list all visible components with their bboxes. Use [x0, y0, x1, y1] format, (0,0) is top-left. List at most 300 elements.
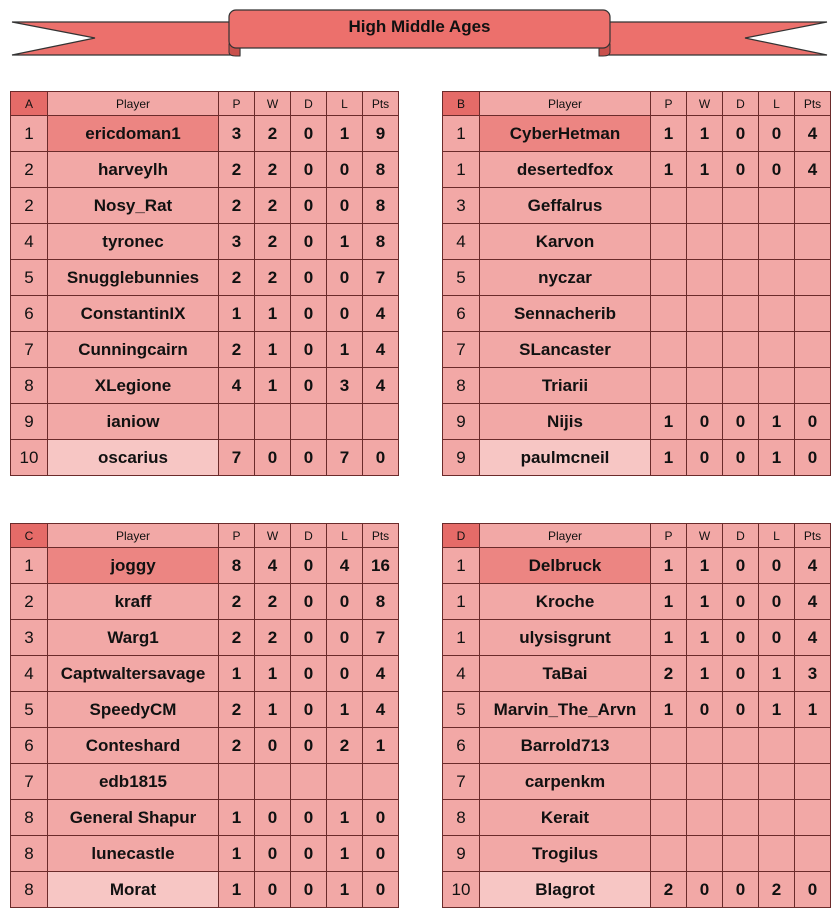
header-row	[11, 92, 399, 116]
table-row	[11, 836, 399, 872]
stat-p-cell: 1	[651, 116, 687, 152]
player-name-cell: General Shapur	[48, 800, 219, 836]
table-row	[443, 116, 831, 152]
stat-p-cell: 2	[651, 872, 687, 908]
stat-l-cell: 2	[327, 728, 363, 764]
stat-p-cell: 2	[219, 728, 255, 764]
stat-l-cell: 0	[327, 620, 363, 656]
stat-w-cell: 4	[255, 548, 291, 584]
stat-w-cell: 0	[687, 872, 723, 908]
stat-p-cell	[651, 188, 687, 224]
table-row	[11, 404, 399, 440]
table-row	[443, 332, 831, 368]
stat-pts-cell: 4	[795, 620, 831, 656]
stat-p-cell: 1	[219, 800, 255, 836]
stat-l-cell: 1	[327, 332, 363, 368]
player-name-cell: lunecastle	[48, 836, 219, 872]
table-row	[443, 224, 831, 260]
table-row	[11, 800, 399, 836]
rank-cell: 6	[443, 728, 480, 764]
stat-pts-cell: 4	[795, 116, 831, 152]
rank-cell: 4	[443, 224, 480, 260]
stat-l-cell: 1	[759, 656, 795, 692]
stat-l-cell: 4	[327, 548, 363, 584]
stat-pts-cell: 4	[795, 152, 831, 188]
stat-w-cell: 2	[255, 260, 291, 296]
stat-w-cell: 2	[255, 620, 291, 656]
table-row	[443, 800, 831, 836]
stat-w-cell: 1	[255, 656, 291, 692]
column-header-p: P	[219, 92, 255, 116]
rank-cell: 1	[443, 152, 480, 188]
stat-pts-cell	[795, 764, 831, 800]
stat-d-cell: 0	[723, 152, 759, 188]
stat-pts-cell: 0	[363, 440, 399, 476]
column-header-l: L	[327, 524, 363, 548]
stat-pts-cell: 16	[363, 548, 399, 584]
rank-cell: 1	[11, 548, 48, 584]
stat-w-cell: 0	[255, 800, 291, 836]
stat-p-cell: 2	[651, 656, 687, 692]
stat-p-cell	[651, 836, 687, 872]
player-name-cell: Delbruck	[480, 548, 651, 584]
player-name-cell: Conteshard	[48, 728, 219, 764]
rank-cell: 1	[443, 620, 480, 656]
stat-d-cell: 0	[291, 116, 327, 152]
column-header-l: L	[759, 92, 795, 116]
stat-w-cell	[255, 404, 291, 440]
stat-l-cell: 1	[759, 692, 795, 728]
table-row	[11, 764, 399, 800]
stat-w-cell	[687, 368, 723, 404]
group-c-table	[10, 523, 399, 908]
stat-l-cell: 0	[759, 548, 795, 584]
player-name-cell: CyberHetman	[480, 116, 651, 152]
stat-l-cell: 0	[327, 260, 363, 296]
stat-w-cell: 1	[255, 296, 291, 332]
stat-l-cell: 0	[327, 584, 363, 620]
group-label: D	[443, 524, 480, 548]
stat-pts-cell: 9	[363, 116, 399, 152]
table-row	[11, 548, 399, 584]
stat-d-cell: 0	[291, 548, 327, 584]
player-name-cell: TaBai	[480, 656, 651, 692]
stat-p-cell: 3	[219, 224, 255, 260]
stat-l-cell: 1	[327, 224, 363, 260]
player-name-cell: SpeedyCM	[48, 692, 219, 728]
rank-cell: 9	[443, 836, 480, 872]
player-name-cell: Captwaltersavage	[48, 656, 219, 692]
stat-l-cell: 1	[759, 440, 795, 476]
player-name-cell: SLancaster	[480, 332, 651, 368]
stat-p-cell: 1	[651, 548, 687, 584]
stat-p-cell: 1	[219, 296, 255, 332]
stat-l-cell	[759, 188, 795, 224]
stat-d-cell	[723, 224, 759, 260]
table-row	[443, 152, 831, 188]
table-row	[11, 620, 399, 656]
stat-d-cell: 0	[723, 404, 759, 440]
stat-w-cell: 0	[255, 836, 291, 872]
table-row	[443, 368, 831, 404]
stat-l-cell: 0	[759, 584, 795, 620]
group-d-table	[442, 523, 831, 908]
stat-w-cell: 1	[687, 620, 723, 656]
column-header-d: D	[723, 524, 759, 548]
stat-p-cell: 2	[219, 332, 255, 368]
stat-w-cell	[687, 800, 723, 836]
stat-p-cell: 2	[219, 584, 255, 620]
stat-d-cell: 0	[723, 548, 759, 584]
player-name-cell: harveylh	[48, 152, 219, 188]
stat-d-cell: 0	[723, 584, 759, 620]
stat-p-cell	[651, 764, 687, 800]
rank-cell: 9	[443, 404, 480, 440]
stat-d-cell	[723, 188, 759, 224]
stat-d-cell: 0	[723, 620, 759, 656]
stat-d-cell: 0	[291, 260, 327, 296]
table-row	[11, 368, 399, 404]
column-header-pts: Pts	[363, 524, 399, 548]
stat-p-cell	[651, 332, 687, 368]
page-title: High Middle Ages	[348, 17, 491, 36]
column-header-d: D	[291, 524, 327, 548]
stat-pts-cell	[795, 368, 831, 404]
stat-pts-cell: 0	[363, 836, 399, 872]
rank-cell: 9	[11, 404, 48, 440]
player-name-cell: carpenkm	[480, 764, 651, 800]
stat-pts-cell: 8	[363, 224, 399, 260]
stat-pts-cell: 0	[363, 872, 399, 908]
player-name-cell: nyczar	[480, 260, 651, 296]
group-label: B	[443, 92, 480, 116]
stat-d-cell	[291, 764, 327, 800]
stat-pts-cell: 3	[795, 656, 831, 692]
rank-cell: 2	[11, 188, 48, 224]
player-name-cell: ericdoman1	[48, 116, 219, 152]
stat-p-cell: 8	[219, 548, 255, 584]
stat-w-cell: 2	[255, 116, 291, 152]
stat-d-cell: 0	[291, 836, 327, 872]
header-row	[443, 524, 831, 548]
rank-cell: 3	[443, 188, 480, 224]
stat-p-cell	[651, 296, 687, 332]
stat-p-cell: 2	[219, 620, 255, 656]
player-name-cell: Triarii	[480, 368, 651, 404]
stat-pts-cell: 8	[363, 152, 399, 188]
stat-pts-cell: 7	[363, 620, 399, 656]
stat-l-cell	[759, 260, 795, 296]
stat-w-cell: 1	[255, 332, 291, 368]
rank-cell: 6	[11, 296, 48, 332]
player-name-cell: edb1815	[48, 764, 219, 800]
stat-d-cell	[723, 368, 759, 404]
stat-l-cell: 1	[327, 800, 363, 836]
stat-p-cell: 2	[219, 188, 255, 224]
group-a-table	[10, 91, 399, 476]
rank-cell: 1	[11, 116, 48, 152]
stat-d-cell	[723, 764, 759, 800]
stat-pts-cell	[795, 260, 831, 296]
stat-w-cell: 2	[255, 584, 291, 620]
stat-d-cell: 0	[723, 116, 759, 152]
column-header-l: L	[327, 92, 363, 116]
stat-l-cell: 0	[327, 656, 363, 692]
table-row	[443, 548, 831, 584]
column-header-w: W	[687, 92, 723, 116]
player-name-cell: Nosy_Rat	[48, 188, 219, 224]
stat-l-cell: 3	[327, 368, 363, 404]
stat-d-cell: 0	[723, 656, 759, 692]
stat-w-cell: 1	[255, 692, 291, 728]
table-row	[443, 728, 831, 764]
stat-d-cell: 0	[291, 224, 327, 260]
stat-pts-cell: 4	[795, 584, 831, 620]
table-row	[443, 872, 831, 908]
stat-pts-cell: 4	[363, 332, 399, 368]
stat-pts-cell: 1	[795, 692, 831, 728]
stat-w-cell: 0	[687, 692, 723, 728]
player-name-cell: joggy	[48, 548, 219, 584]
stat-pts-cell	[363, 764, 399, 800]
rank-cell: 4	[11, 656, 48, 692]
stat-pts-cell: 1	[363, 728, 399, 764]
stat-w-cell: 1	[687, 548, 723, 584]
column-header-l: L	[759, 524, 795, 548]
player-name-cell: Kerait	[480, 800, 651, 836]
stat-pts-cell	[795, 800, 831, 836]
stat-l-cell	[759, 728, 795, 764]
stat-p-cell: 1	[219, 872, 255, 908]
table-row	[11, 584, 399, 620]
stat-w-cell: 1	[687, 656, 723, 692]
stat-l-cell: 1	[327, 692, 363, 728]
stat-l-cell: 1	[327, 116, 363, 152]
rank-cell: 7	[11, 764, 48, 800]
stat-w-cell	[687, 836, 723, 872]
stat-p-cell: 4	[219, 368, 255, 404]
stat-l-cell: 0	[327, 152, 363, 188]
header-row	[11, 524, 399, 548]
stat-w-cell: 1	[687, 152, 723, 188]
player-name-cell: Karvon	[480, 224, 651, 260]
stat-w-cell: 0	[255, 440, 291, 476]
stat-w-cell: 2	[255, 224, 291, 260]
stat-l-cell: 7	[327, 440, 363, 476]
stat-l-cell	[759, 224, 795, 260]
stat-w-cell: 2	[255, 152, 291, 188]
table-row	[443, 188, 831, 224]
rank-cell: 5	[11, 260, 48, 296]
stat-p-cell: 1	[651, 620, 687, 656]
player-name-cell: paulmcneil	[480, 440, 651, 476]
stat-w-cell: 0	[687, 404, 723, 440]
stat-p-cell: 7	[219, 440, 255, 476]
stat-l-cell: 0	[327, 188, 363, 224]
column-header-player: Player	[480, 524, 651, 548]
rank-cell: 8	[443, 800, 480, 836]
player-name-cell: Snugglebunnies	[48, 260, 219, 296]
stat-w-cell: 0	[687, 440, 723, 476]
rank-cell: 5	[443, 260, 480, 296]
group-label: A	[11, 92, 48, 116]
stat-pts-cell: 4	[363, 368, 399, 404]
stat-d-cell: 0	[291, 368, 327, 404]
stat-p-cell: 2	[219, 260, 255, 296]
stat-p-cell: 3	[219, 116, 255, 152]
stat-d-cell	[291, 404, 327, 440]
column-header-pts: Pts	[795, 524, 831, 548]
stat-w-cell	[687, 188, 723, 224]
stat-l-cell: 0	[759, 620, 795, 656]
rank-cell: 3	[11, 620, 48, 656]
stat-pts-cell: 0	[795, 440, 831, 476]
banner-left-tail	[12, 22, 240, 55]
rank-cell: 4	[443, 656, 480, 692]
stat-d-cell: 0	[291, 152, 327, 188]
rank-cell: 6	[11, 728, 48, 764]
table-row	[11, 260, 399, 296]
rank-cell: 7	[11, 332, 48, 368]
rank-cell: 1	[443, 584, 480, 620]
table-row	[11, 152, 399, 188]
rank-cell: 2	[11, 584, 48, 620]
player-name-cell: Kroche	[480, 584, 651, 620]
stat-l-cell	[327, 404, 363, 440]
player-name-cell: Morat	[48, 872, 219, 908]
stat-l-cell	[759, 800, 795, 836]
stat-w-cell: 1	[687, 584, 723, 620]
rank-cell: 5	[11, 692, 48, 728]
stat-pts-cell: 4	[363, 692, 399, 728]
stat-pts-cell: 4	[795, 548, 831, 584]
player-name-cell: Warg1	[48, 620, 219, 656]
stat-d-cell	[723, 800, 759, 836]
stat-w-cell: 1	[255, 368, 291, 404]
column-header-w: W	[687, 524, 723, 548]
table-row	[443, 440, 831, 476]
rank-cell: 8	[443, 368, 480, 404]
stat-d-cell: 0	[291, 656, 327, 692]
stat-d-cell	[723, 836, 759, 872]
rank-cell: 8	[11, 872, 48, 908]
stat-d-cell: 0	[723, 440, 759, 476]
stat-pts-cell	[795, 296, 831, 332]
player-name-cell: ianiow	[48, 404, 219, 440]
stat-pts-cell	[795, 188, 831, 224]
player-name-cell: ConstantinIX	[48, 296, 219, 332]
stat-p-cell: 1	[651, 152, 687, 188]
rank-cell: 1	[443, 116, 480, 152]
player-name-cell: Sennacherib	[480, 296, 651, 332]
stat-l-cell	[759, 296, 795, 332]
stat-pts-cell: 0	[795, 872, 831, 908]
rank-cell: 1	[443, 548, 480, 584]
stat-pts-cell	[363, 404, 399, 440]
rank-cell: 5	[443, 692, 480, 728]
table-row	[11, 224, 399, 260]
rank-cell: 4	[11, 224, 48, 260]
player-name-cell: desertedfox	[480, 152, 651, 188]
stat-l-cell	[759, 764, 795, 800]
table-row	[443, 836, 831, 872]
player-name-cell: kraff	[48, 584, 219, 620]
stat-pts-cell: 0	[363, 800, 399, 836]
stat-p-cell: 1	[651, 404, 687, 440]
column-header-p: P	[651, 92, 687, 116]
stat-w-cell	[687, 224, 723, 260]
stat-p-cell	[651, 728, 687, 764]
stat-w-cell	[255, 764, 291, 800]
stat-l-cell: 1	[759, 404, 795, 440]
stat-p-cell: 1	[219, 836, 255, 872]
rank-cell: 10	[443, 872, 480, 908]
group-label: C	[11, 524, 48, 548]
stat-w-cell	[687, 296, 723, 332]
stat-pts-cell	[795, 728, 831, 764]
stat-d-cell	[723, 296, 759, 332]
stat-l-cell: 1	[327, 872, 363, 908]
stat-pts-cell: 4	[363, 656, 399, 692]
player-name-cell: Trogilus	[480, 836, 651, 872]
player-name-cell: Marvin_The_Arvn	[480, 692, 651, 728]
stat-w-cell	[687, 332, 723, 368]
player-name-cell: Barrold713	[480, 728, 651, 764]
column-header-player: Player	[48, 524, 219, 548]
banner-right-tail	[600, 22, 827, 55]
stat-d-cell: 0	[723, 872, 759, 908]
stat-d-cell: 0	[291, 332, 327, 368]
stat-d-cell: 0	[291, 728, 327, 764]
stat-p-cell	[651, 800, 687, 836]
table-row	[443, 764, 831, 800]
column-header-d: D	[723, 92, 759, 116]
stat-d-cell: 0	[291, 872, 327, 908]
stat-l-cell: 2	[759, 872, 795, 908]
table-row	[11, 728, 399, 764]
table-row	[11, 656, 399, 692]
stat-w-cell: 2	[255, 188, 291, 224]
column-header-w: W	[255, 92, 291, 116]
rank-cell: 6	[443, 296, 480, 332]
column-header-pts: Pts	[795, 92, 831, 116]
table-row	[443, 656, 831, 692]
column-header-p: P	[219, 524, 255, 548]
stat-d-cell	[723, 728, 759, 764]
table-row	[443, 620, 831, 656]
stat-l-cell	[759, 836, 795, 872]
stat-l-cell	[327, 764, 363, 800]
table-row	[11, 872, 399, 908]
player-name-cell: Cunningcairn	[48, 332, 219, 368]
column-header-player: Player	[48, 92, 219, 116]
stat-w-cell: 0	[255, 728, 291, 764]
stat-p-cell	[219, 404, 255, 440]
stat-pts-cell	[795, 836, 831, 872]
stat-l-cell: 0	[327, 296, 363, 332]
header-row	[443, 92, 831, 116]
rank-cell: 8	[11, 368, 48, 404]
stat-pts-cell: 8	[363, 188, 399, 224]
player-name-cell: Nijis	[480, 404, 651, 440]
stat-l-cell	[759, 368, 795, 404]
stat-pts-cell: 4	[363, 296, 399, 332]
stat-w-cell: 0	[255, 872, 291, 908]
stat-l-cell: 0	[759, 152, 795, 188]
table-row	[443, 584, 831, 620]
table-row	[443, 260, 831, 296]
stat-pts-cell	[795, 224, 831, 260]
